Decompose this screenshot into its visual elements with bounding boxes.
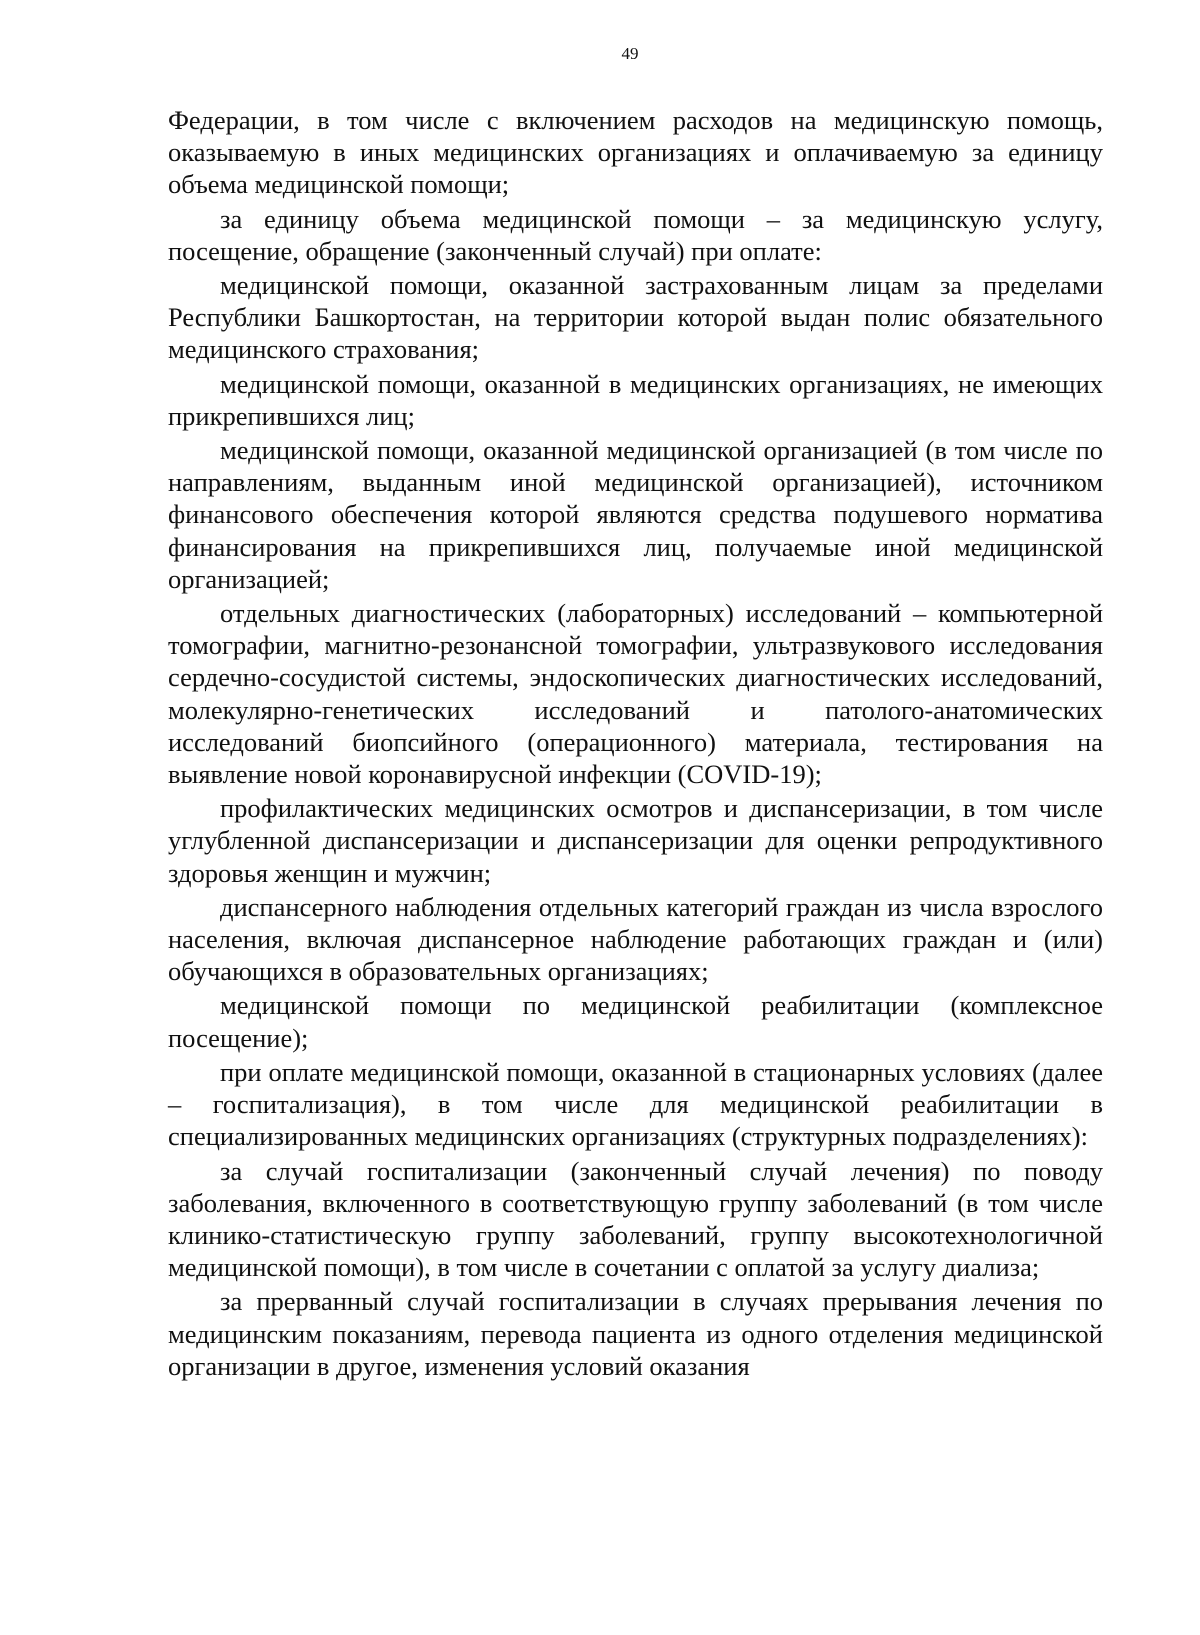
- paragraph: диспансерного наблюдения отдельных категорий граждан из числа взрослого населения, включая диспансерное наблюдение работающих граждан и (или) обучающихся в образовательных организациях;: [168, 891, 1103, 987]
- paragraph: Федерации, в том числе с включением расходов на медицинскую помощь, оказываемую в иных медицинских организациях и оплачиваемую за единицу объема медицинской помощи;: [168, 105, 1103, 200]
- paragraph: за прерванный случай госпитализации в случаях прерывания лечения по медицинским показаниям, перевода пациента из одного отделения медицинской организации в другое, изменения условий оказания: [168, 1286, 1103, 1381]
- paragraph: за случай госпитализации (законченный случай лечения) по поводу заболевания, включенного в соответствующую группу заболеваний (в том числе клинико-статистическую группу заболеваний, группу высокотехнологичной медицинской помощи), в том числе в сочетании с оплатой за услугу диализа;: [168, 1155, 1103, 1283]
- document-body: [168, 104, 1103, 1384]
- paragraph: при оплате медицинской помощи, оказанной в стационарных условиях (далее – госпитализация), в том числе для медицинской реабилитации в специализированных медицинских организациях (структурных подразделениях):: [168, 1056, 1103, 1152]
- paragraph: медицинской помощи, оказанной застрахованным лицам за пределами Республики Башкортостан, на территории которой выдан полис обязательного медицинского страхования;: [168, 270, 1103, 365]
- paragraph: медицинской помощи, оказанной в медицинских организациях, не имеющих прикрепившихся лиц;: [168, 368, 1103, 431]
- paragraph: за единицу объема медицинской помощи – за медицинскую услугу, посещение, обращение (законченный случай) при оплате:: [168, 203, 1103, 266]
- paragraph: профилактических медицинских осмотров и диспансеризации, в том числе углубленной диспансеризации и диспансеризации для оценки репродуктивного здоровья женщин и мужчин;: [168, 793, 1103, 888]
- paragraph: отдельных диагностических (лабораторных) исследований – компьютерной томографии, магнитно-резонансной томографии, ультразвукового исследования сердечно-сосудистой системы, эндоскопических диагностических исследований, молекулярно-генетических исследований и патолого-анатомических исследований биопсийного (операционного) материала, тестирования на выявление новой коронавирусной инфекции (COVID-19);: [168, 598, 1103, 790]
- page-number: 49: [621, 44, 639, 63]
- paragraph: медицинской помощи, оказанной медицинской организацией (в том числе по направлениям, выданным иной медицинской организацией), источником финансового обеспечения которой являются средства подушевого норматива финансирования на прикрепившихся лиц, получаемые иной медицинской организацией;: [168, 435, 1103, 594]
- paragraph: медицинской помощи по медицинской реабилитации (комплексное посещение);: [168, 990, 1103, 1053]
